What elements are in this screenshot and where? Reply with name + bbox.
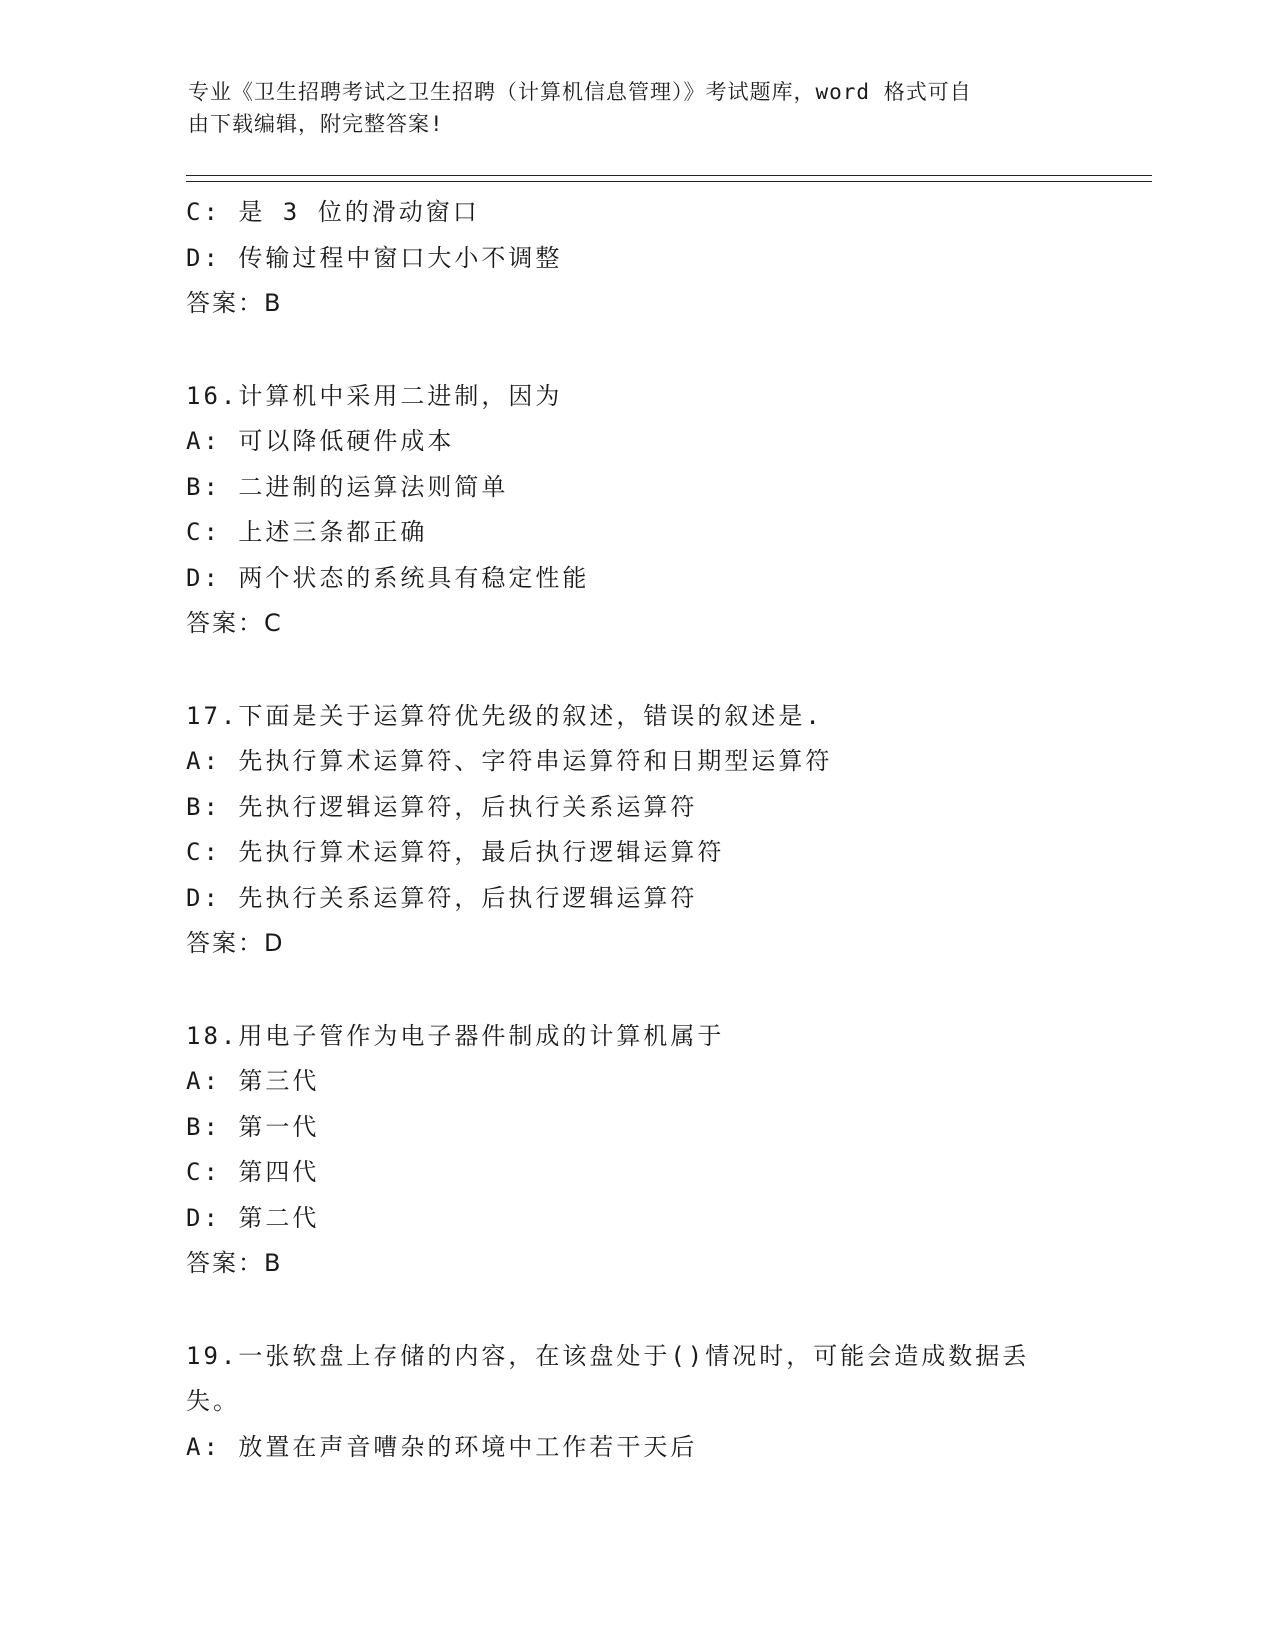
question-17 (186, 694, 1086, 967)
question-stem: 17.下面是关于运算符优先级的叙述，错误的叙述是. (186, 701, 823, 730)
option-c: C: 上述三条都正确 (186, 518, 428, 546)
option-b: B: 二进制的运算法则简单 (186, 472, 509, 501)
question-stem-line-1: 19.一张软盘上存储的内容，在该盘处于()情况时，可能会造成数据丢 (186, 1341, 1030, 1370)
option-a: A: 可以降低硬件成本 (186, 427, 455, 455)
option-b: B: 第一代 (186, 1112, 320, 1141)
option-a: A: 先执行算术运算符、字符串运算符和日期型运算符 (186, 747, 833, 775)
question-stem: 16.计算机中采用二进制，因为 (186, 381, 563, 410)
option-a: A: 放置在声音嘈杂的环境中工作若干天后 (186, 1432, 698, 1461)
answer-label: 答案：D (186, 929, 285, 957)
partial-question (186, 190, 1086, 327)
option-d: D: 传输过程中窗口大小不调整 (186, 243, 563, 272)
option-b: B: 先执行逻辑运算符，后执行关系运算符 (186, 792, 698, 821)
option-a: A: 第三代 (186, 1067, 320, 1095)
option-c: C: 先执行算术运算符，最后执行逻辑运算符 (186, 838, 725, 866)
question-18 (186, 1014, 1086, 1287)
question-content (186, 190, 1086, 1470)
answer-label: 答案：C (186, 609, 283, 637)
question-16 (186, 374, 1086, 647)
option-c: C: 是 3 位的滑动窗口 (186, 198, 480, 226)
option-d: D: 先执行关系运算符，后执行逻辑运算符 (186, 883, 698, 912)
question-stem-line-2: 失。 (186, 1387, 240, 1415)
document-header (188, 76, 1068, 140)
header-rule-bottom (186, 181, 1152, 182)
answer-label: 答案：B (186, 1249, 283, 1277)
option-d: D: 第二代 (186, 1203, 320, 1232)
answer-label: 答案：B (186, 289, 283, 317)
question-19 (186, 1334, 1086, 1471)
option-d: D: 两个状态的系统具有稳定性能 (186, 563, 590, 592)
header-line-2: 由下载编辑，附完整答案! (188, 112, 444, 136)
question-stem: 18.用电子管作为电子器件制成的计算机属于 (186, 1021, 725, 1050)
header-rule-top (186, 175, 1152, 176)
header-line-1: 专业《卫生招聘考试之卫生招聘（计算机信息管理）》考试题库，word 格式可自 (188, 80, 972, 104)
option-c: C: 第四代 (186, 1158, 320, 1186)
